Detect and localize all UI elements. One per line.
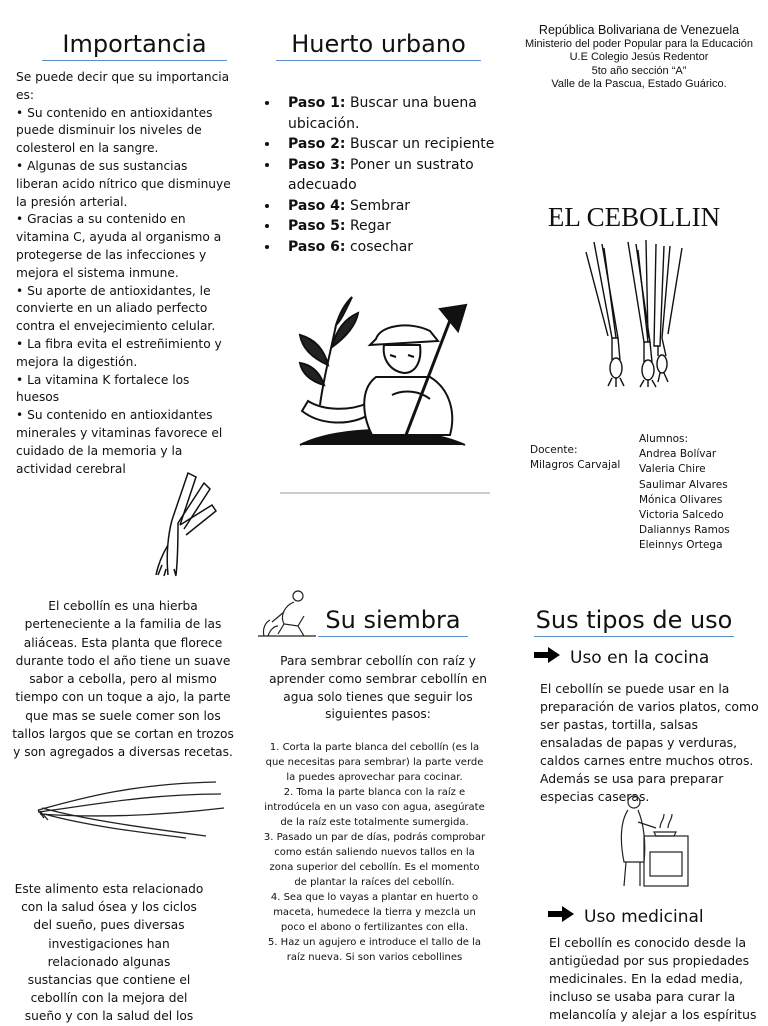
cook-illustration [616, 792, 692, 888]
document-title: EL CEBOLLIN [547, 202, 721, 232]
importancia-heading: Importancia [42, 30, 227, 61]
school-line-2: Ministerio del poder Popular para la Educación [524, 37, 754, 50]
school-line-1: República Bolivariana de Venezuela [538, 23, 740, 37]
scallion-illustration [582, 238, 692, 388]
school-line-3: U.E Colegio Jesús Redentor [569, 51, 709, 63]
step-text: Buscar un recipiente [345, 136, 495, 152]
huerto-steps [258, 93, 498, 257]
leek-illustration [148, 465, 228, 577]
student-name: Daliannys Ramos [639, 524, 730, 537]
step-label: Paso 3: [288, 156, 346, 173]
step-label: Paso 5: [288, 218, 346, 234]
importancia-bullet: • Su aporte de antioxidantes, le convierte en un aliado perfecto contra el envejecimiento celular. [16, 283, 231, 336]
school-line-4: 5to año sección “A” [591, 64, 687, 77]
huerto-step [280, 216, 498, 237]
gardener-icon [254, 586, 320, 640]
importancia-bullet: • Algunas de sus sustancias liberan acido nítrico que disminuye la presión arterial. [16, 158, 231, 211]
arrow-right-icon [548, 906, 574, 927]
arrow-right-icon [534, 647, 560, 668]
step-text: cosechar [345, 238, 414, 255]
teacher-block [530, 443, 630, 473]
school-header [514, 24, 764, 92]
step-text: Regar [345, 218, 391, 234]
kitchen-text: El cebollín se puede usar en la preparación de varios platos, como ser pastas, tortilla, salsas ensaladas de papas y verduras, caldos carnes entre muchos otros. Además se usa para preparar especias caseras. [540, 681, 759, 804]
huerto-step [280, 237, 498, 258]
cebollin-description: El cebollín es una hierba perteneciente a la familia de las aliáceas. Esta planta que florece durante todo el año tiene un suave sabor a cebolla, pero al mismo tiempo con un toque a ajo, la parte que mas se suele comer son los tallos largos que se cortan en trozos y son agregados a diversas recetas. [12, 599, 234, 760]
students-list [639, 447, 764, 553]
siembra-heading: Su siembra [318, 606, 468, 637]
step-text: Poner un sustrato adecuado [288, 156, 474, 193]
siembra-step: 2. Toma la parte blanca con la raíz e introdúcela en un vaso con agua, asegúrate de la raíz este totalmente sumergida. [264, 787, 485, 828]
medicinal-heading: Uso medicinal [584, 906, 704, 927]
importancia-bullet: • Su contenido en antioxidantes puede disminuir los niveles de colesterol en la sangre. [16, 105, 231, 158]
siembra-step: 5. Haz un agujero e introduce el tallo de la raíz nueva. Si son varios cebollines [267, 937, 482, 963]
step-label: Paso 2: [288, 136, 346, 152]
medicinal-heading-row [548, 906, 704, 927]
importancia-intro: Se puede decir que su importancia es: [16, 70, 230, 102]
huerto-heading: Huerto urbano [276, 30, 481, 61]
siembra-step: 4. Sea que lo vayas a plantar en huerto o maceta, humedece la tierra y mezcla un poco el abono o fertilizantes con ella. [270, 892, 479, 933]
steps-list [258, 93, 498, 257]
importancia-text [16, 69, 231, 478]
uses-heading: Sus tipos de uso [534, 606, 734, 637]
huerto-step [280, 134, 498, 155]
kitchen-heading-row [534, 647, 709, 668]
farmer-illustration [280, 285, 490, 495]
cebollin-health: Este alimento esta relacionado con la salud ósea y los ciclos del sueño, pues diversas investigaciones han relacionado algunas sustancias que contiene el cebollín con la mejora del sueño y con la salud del los [14, 882, 204, 1024]
step-text: Sembrar [345, 197, 411, 214]
siembra-steps [262, 740, 487, 965]
student-name: Eleinnys Ortega [639, 539, 723, 552]
student-name: Valeria Chire [639, 463, 706, 476]
siembra-step: 3. Pasado un par de días, podrás comprobar como están saliendo nuevos tallos en la zona superior del cebollín. Es el momento de plantar la raíces del cebollín. [263, 832, 486, 888]
teacher-name: Milagros Carvajal [530, 459, 621, 472]
teacher-label: Docente: [530, 444, 578, 456]
importancia-list [16, 105, 231, 479]
importancia-bullet: • Gracias a su contenido en vitamina C, ayuda al organismo a protegerse de las infecciones y mejora el sistema inmune. [16, 211, 231, 282]
siembra-intro: Para sembrar cebollín con raíz y aprender como sembrar cebollín en agua solo tienes que seguir los siguientes pasos: [269, 654, 487, 722]
huerto-step [280, 196, 498, 217]
importancia-bullet: • La fibra evita el estreñimiento y mejora la digestión. [16, 336, 231, 372]
student-name: Mónica Olivares [639, 493, 723, 506]
student-name: Andrea Bolívar [639, 448, 717, 461]
medicinal-text: El cebollín es conocido desde la antigüedad por sus propiedades medicinales. En la edad media, incluso se usaba para curar la melancolía y alejar a los espíritus [549, 935, 757, 1022]
huerto-step [280, 93, 498, 134]
step-label: Paso 4: [288, 197, 346, 214]
step-label: Paso 1: [288, 95, 346, 111]
sow-list [262, 740, 487, 965]
kitchen-heading: Uso en la cocina [570, 647, 710, 668]
step-label: Paso 6: [288, 238, 346, 255]
student-name: Victoria Salcedo [639, 509, 724, 522]
school-line-5: Valle de la Pascua, Estado Guárico. [551, 78, 727, 90]
students-block [639, 432, 764, 554]
students-label: Alumnos: [639, 433, 689, 445]
importancia-bullet: • La vitamina K fortalece los huesos [16, 372, 231, 408]
student-name: Saulimar Alvares [639, 478, 728, 491]
step-text: Buscar una buena ubicación. [288, 95, 477, 132]
chive-illustration [36, 778, 226, 840]
siembra-step: 1. Corta la parte blanca del cebollín (es la que necesitas para sembrar) la parte verde la puedes aprovechar para cocinar. [265, 742, 484, 783]
importancia-bullet: • Su contenido en antioxidantes minerales y vitaminas favorece el cuidado de la memoria y la actividad cerebral [16, 407, 231, 478]
huerto-step [280, 155, 498, 196]
